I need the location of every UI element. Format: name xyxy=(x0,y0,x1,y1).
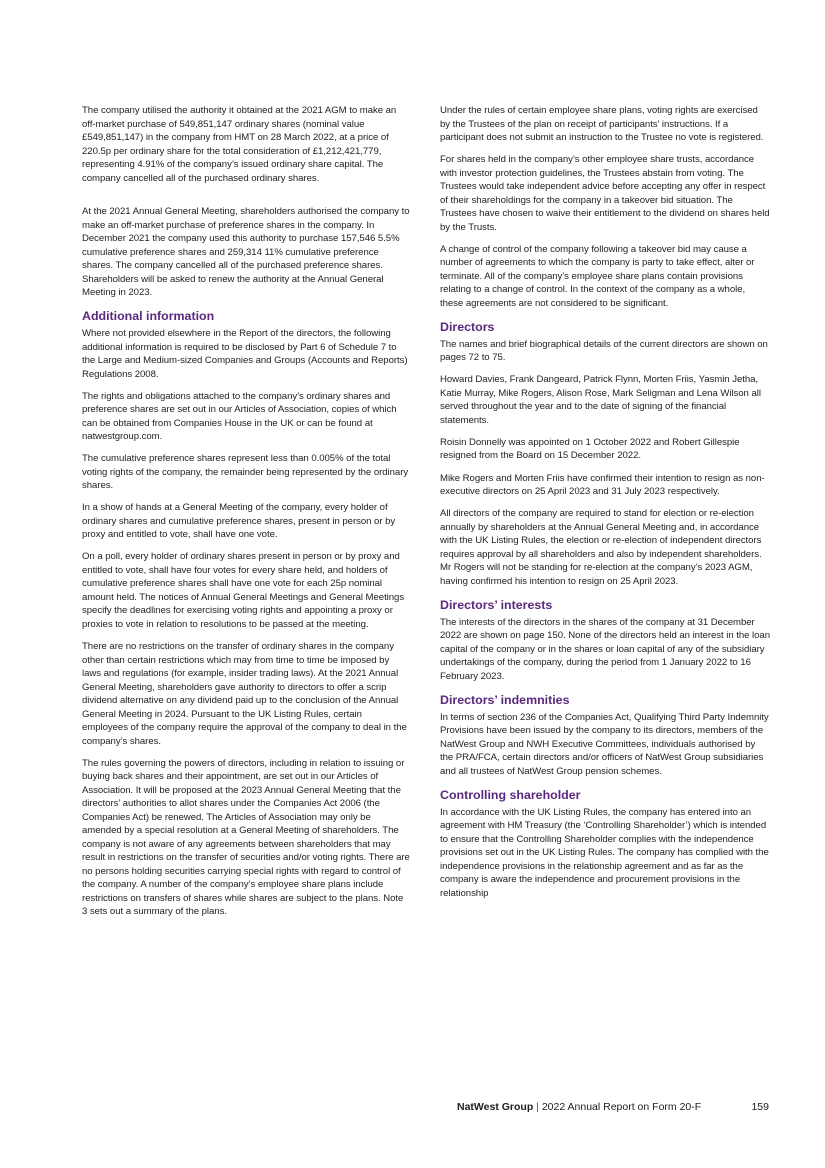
paragraph: In a show of hands at a General Meeting of the company, every holder of ordinary shares and cumulative preference shares, present in person or by proxy and entitled to vote, shall have one vote. xyxy=(82,502,396,541)
footer-report-title: 2022 Annual Report on Form 20-F xyxy=(541,1101,702,1113)
paragraph: In accordance with the UK Listing Rules, the company has entered into an agreement with HM Treasury (the ‘Controlling Shareholder’) which is intended to ensure that the Controlling Shareholder complies with the independence provisions set out in the UK Listing Rules. The company has complied with the independence provisions in the relationship agreement and as far as the company is aware the independence and procurement provisions in the relationship xyxy=(440,806,769,899)
paragraph: On a poll, every holder of ordinary shares present in person or by proxy and entitled to vote, shall have four votes for every share held, and holders of cumulative preference shares shall have one vote for each 25p nominal amount held. The notices of Annual General Meetings and General Meetings specify the deadlines for exercising voting rights and appointing a proxy or proxies to vote in relation to resolutions to be passed at the meeting. xyxy=(82,551,405,630)
paragraph: The company utilised the authority it obtained at the 2021 AGM to make an off-market purchase of 549,851,147 ordinary shares (nominal value £549,851,147) in the company from HMT on 28 March 2022, at a price of 220.5p per ordinary share for the total consideration of £1,212,421,779, representing 4.91% of the company’s issued ordinary share capital. The company cancelled all of the purchased ordinary shares. xyxy=(82,105,397,184)
paragraph: A change of control of the company following a takeover bid may cause a number of agreements to which the company is party to take effect, alter or terminate. All of the company’s employee share plans contain provisions relating to a change of control. In the context of the company as a whole, these agreements are not considered to be significant. xyxy=(440,243,755,309)
paragraph: For shares held in the company’s other employee share trusts, accordance with investor protection guidelines, the Trustees abstain from voting. The Trustees would take independent advice before accepting any offer in respect of their shareholdings for the company in a takeover bid situation. The Trustees have chosen to waive their entitlement to the dividend on shares held by the Trusts. xyxy=(440,154,770,233)
footer-separator: | xyxy=(536,1101,539,1113)
paragraph: The interests of the directors in the shares of the company at 31 December 2022 are shown on page 150. None of the directors held an interest in the loan capital of the company or in the shares or loan capital of any of the subsidiary undertakings of the company, during the period from 1 January 2022 to 16 February 2023. xyxy=(440,616,770,682)
paragraph: Where not provided elsewhere in the Report of the directors, the following additional information is required to be disclosed by Part 6 of Schedule 7 to the Large and Medium-sized Companies and Groups (Accounts and Reports) Regulations 2008. xyxy=(82,328,408,380)
right-column xyxy=(440,104,770,909)
paragraph: Mike Rogers and Morten Friis have confirmed their intention to resign as non-executive directors on 25 April 2023 and 31 July 2023 respectively. xyxy=(440,472,765,498)
left-column xyxy=(82,104,410,927)
paragraph: At the 2021 Annual General Meeting, shareholders authorised the company to make an off-market purchase of preference shares in the company. In December 2021 the company used this authority to purchase 157,546 5.5% cumulative preference shares and 259,314 11% cumulative preference shares. The company cancelled all of the purchased preference shares. Shareholders will be asked to renew the authority at the Annual General Meeting in 2023. xyxy=(82,206,410,298)
paragraph: All directors of the company are required to stand for election or re-election annually by shareholders at the Annual General Meeting and, in accordance with the UK Listing Rules, the election or re-election of independent directors requires approval by all shareholders and also by independent shareholders. Mr Rogers will not be standing for re-election at the company’s 2023 AGM, having confirmed his intention to resign on 25 April 2023. xyxy=(440,508,762,587)
paragraph: In terms of section 236 of the Companies Act, Qualifying Third Party Indemnity Provisions have been issued by the company to its directors, members of the NatWest Group and NWH Executive Committees, individuals authorised by the PRA/FCA, certain directors and/or officers of NatWest Group subsidiaries and all trustees of NatWest Group pension schemes. xyxy=(440,711,769,777)
section-heading-additional-information: Additional information xyxy=(82,309,215,324)
section-heading-directors: Directors xyxy=(440,319,495,334)
section-heading-directors-interests: Directors’ interests xyxy=(440,597,553,612)
paragraph: The rules governing the powers of directors, including in relation to issuing or buying back shares and their appointment, are set out in our Articles of Association. It will be proposed at the 2023 Annual General Meeting that the directors’ authorities to allot shares under the Companies Act 2006 (the Companies Act) be renewed. The Articles of Association may only be amended by a special resolution at a General Meeting of shareholders. The company is not aware of any agreements between shareholders that may result in restrictions on the transfer of securities and/or voting rights. There are no persons holding securities carrying special rights with regard to control of the company. A number of the company’s employee share plans include restrictions on transfers of shares while shares are subject to the plans. Note 3 sets out a summary of the plans. xyxy=(82,757,410,918)
page-number: 159 xyxy=(751,1101,769,1113)
paragraph: The cumulative preference shares represent less than 0.005% of the total voting rights of the company, the remainder being represented by the ordinary shares. xyxy=(82,453,409,492)
page-footer xyxy=(457,1100,769,1114)
paragraph: Howard Davies, Frank Dangeard, Patrick Flynn, Morten Friis, Yasmin Jetha, Katie Murray, Mike Rogers, Alison Rose, Mark Seligman and Lena Wilson all served throughout the year and to the date of signing of the financial statements. xyxy=(440,374,761,426)
paragraph: There are no restrictions on the transfer of ordinary shares in the company other than certain restrictions which may from time to time be imposed by laws and regulations (for example, insider trading laws). At the 2021 Annual General Meeting, shareholders gave authority to directors to offer a scrip dividend alternative on any dividend paid up to the conclusion of the Annual General Meeting in 2024. Pursuant to the UK Listing Rules, certain employees of the company require the approval of the company to deal in the company’s shares. xyxy=(82,641,407,747)
section-heading-directors-indemnities: Directors’ indemnities xyxy=(440,692,570,707)
paragraph: Roisin Donnelly was appointed on 1 October 2022 and Robert Gillespie resigned from the Board on 15 December 2022. xyxy=(440,436,740,462)
paragraph: Under the rules of certain employee share plans, voting rights are exercised by the Trustees of the plan on receipt of participants’ instructions. If a participant does not submit an instruction to the Trustee no vote is registered. xyxy=(440,105,764,143)
footer-brand: NatWest Group xyxy=(457,1101,534,1113)
section-heading-controlling-shareholder: Controlling shareholder xyxy=(440,787,581,802)
paragraph: The names and brief biographical details of the current directors are shown on pages 72 to 75. xyxy=(440,338,768,364)
paragraph: The rights and obligations attached to the company’s ordinary shares and preference shares are set out in our Articles of Association, copies of which can be obtained from Companies House in the UK or can be found at natwestgroup.com. xyxy=(82,390,397,443)
